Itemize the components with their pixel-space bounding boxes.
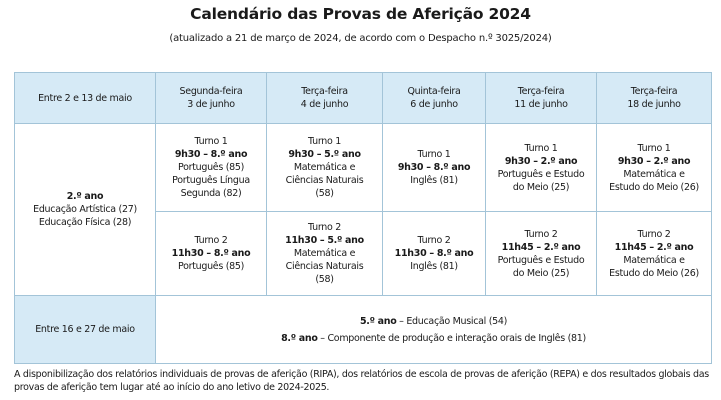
- header-day: [597, 73, 712, 124]
- turno-label: Turno 2: [417, 235, 451, 246]
- header-weekday: Segunda-feira: [179, 86, 243, 97]
- header-date: 3 de junho: [187, 99, 235, 110]
- turno1-row: [15, 124, 712, 212]
- footnote: A disponibilização dos relatórios individuais de provas de aferição (RIPA), dos relatórios de escola de provas de aferição (REPA) e dos resultados globais das provas de aferição tem lugar até ao início do ano letivo de 2024-2025.: [14, 369, 709, 393]
- exam-line: Matemática e: [293, 162, 356, 173]
- header-weekday: Quinta-feira: [407, 86, 461, 97]
- exam-cell: [156, 124, 267, 212]
- late-may-label: [15, 296, 156, 364]
- exam-cell: [597, 212, 712, 296]
- may-subject: Educação Artística (27): [33, 204, 137, 215]
- exam-line: Português (85): [177, 261, 245, 272]
- exam-line: Estudo do Meio (26): [609, 181, 699, 193]
- turno-label: Turno 2: [524, 228, 558, 240]
- turno-time: 11h30 – 5.º ano: [285, 235, 364, 246]
- exam-cell: [486, 212, 597, 296]
- exam-line: Ciências Naturais: [285, 175, 364, 186]
- header-day: [383, 73, 486, 124]
- header-day: [486, 73, 597, 124]
- calendar-table: [14, 72, 712, 364]
- turno-time: 11h30 – 8.º ano: [171, 248, 251, 259]
- may-subject: Educação Física (28): [38, 217, 132, 228]
- turno-time: 9h30 – 2.º ano: [617, 155, 691, 167]
- exam-cell: [267, 124, 383, 212]
- header-day: [267, 73, 383, 124]
- turno-time: 9h30 – 8.º ano: [174, 149, 248, 160]
- late-grade: 5.º ano: [359, 315, 397, 327]
- exam-cell: [267, 212, 383, 296]
- header-weekday: Terça-feira: [517, 86, 565, 97]
- late-may-row: [15, 296, 712, 364]
- header-weekday: Terça-feira: [630, 86, 678, 97]
- exam-cell: [383, 212, 486, 296]
- header-date: 4 de junho: [300, 99, 349, 110]
- turno-time: 9h30 – 2.º ano: [504, 155, 578, 167]
- header-date: 11 de junho: [514, 99, 568, 110]
- exam-line: Ciências Naturais: [285, 261, 364, 272]
- turno-time: 9h30 – 8.º ano: [397, 162, 471, 173]
- turno-label: Turno 1: [194, 136, 228, 147]
- exam-line: Português Língua: [172, 175, 250, 186]
- header-may-period: Entre 2 e 13 de maio: [15, 73, 156, 124]
- turno-label: Turno 2: [194, 235, 228, 246]
- turno-label: Turno 1: [308, 136, 341, 147]
- turno-label: Turno 1: [524, 142, 558, 154]
- exam-cell: [486, 124, 597, 212]
- late-subject: – Educação Musical (54): [396, 315, 508, 327]
- turno-time: 11h45 – 2.º ano: [614, 241, 694, 253]
- exam-line: Matemática e: [623, 168, 685, 180]
- header-row: [15, 73, 712, 124]
- header-weekday: Terça-feira: [301, 86, 348, 97]
- exam-line: Estudo do Meio (26): [609, 267, 699, 279]
- header-date: 18 de junho: [627, 99, 681, 110]
- may-block-cell: [15, 124, 156, 296]
- exam-line: Português e Estudo: [497, 168, 585, 180]
- exam-line: Matemática e: [293, 248, 356, 259]
- header-day: [156, 73, 267, 124]
- may-grade: 2.º ano: [66, 191, 104, 202]
- late-may-label-text: Entre 16 e 27 de maio: [35, 324, 135, 335]
- turno-time: 11h30 – 8.º ano: [394, 248, 474, 259]
- turno-time: 11h45 – 2.º ano: [501, 241, 581, 253]
- page-subtitle: (atualizado a 21 de março de 2024, de acordo com o Despacho n.º 3025/2024): [169, 33, 552, 44]
- turno-label: Turno 1: [417, 149, 451, 160]
- late-subject: – Componente de produção e interação orais de Inglês (81): [317, 332, 586, 344]
- late-grade: 8.º ano: [281, 332, 318, 344]
- exam-line: Inglês (81): [410, 175, 458, 186]
- turno-label: Turno 2: [308, 222, 341, 233]
- exam-cell: [597, 124, 712, 212]
- late-may-cell: [156, 296, 712, 364]
- turno-label: Turno 2: [637, 228, 671, 240]
- late-may-line: [156, 315, 711, 328]
- exam-line: Português (85): [177, 162, 245, 173]
- exam-line: Português e Estudo: [497, 254, 585, 266]
- header-date: 6 de junho: [410, 99, 458, 110]
- exam-line: Inglês (81): [410, 261, 458, 272]
- exam-line: Matemática e: [623, 254, 685, 266]
- turno-time: 9h30 – 5.º ano: [288, 149, 361, 160]
- late-may-line: [156, 332, 711, 345]
- exam-cell: [383, 124, 486, 212]
- exam-cell: [156, 212, 267, 296]
- exam-line: do Meio (25): [512, 181, 570, 193]
- exam-line: (58): [315, 274, 334, 285]
- exam-line: do Meio (25): [512, 267, 570, 279]
- exam-line: Segunda (82): [180, 188, 242, 199]
- page-title: Calendário das Provas de Aferição 2024: [190, 5, 531, 23]
- turno-label: Turno 1: [637, 142, 671, 154]
- exam-line: (58): [315, 188, 334, 199]
